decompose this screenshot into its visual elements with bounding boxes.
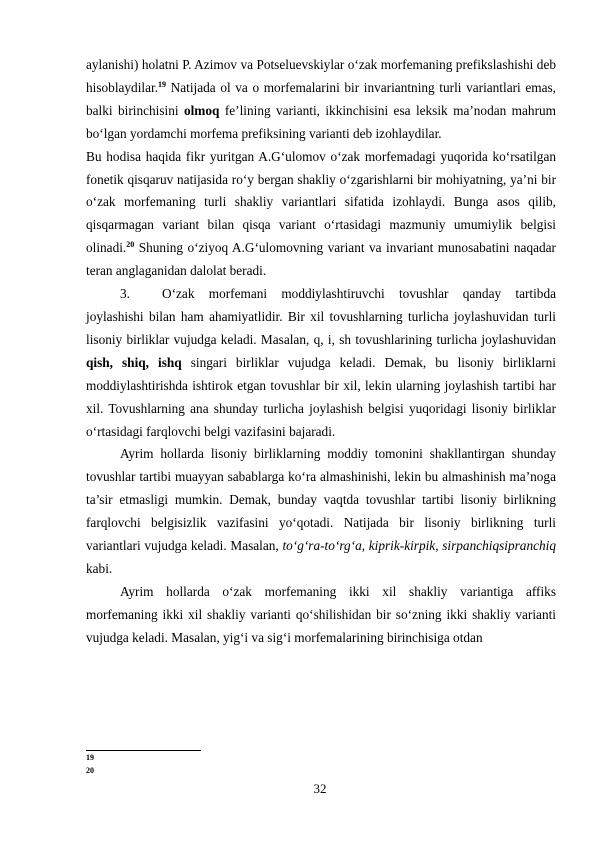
- paragraph-5: [86, 581, 556, 650]
- page-number: 32: [313, 781, 327, 796]
- text-run: kabi.: [86, 560, 113, 576]
- text-run: Shuning o‘ziyoq A.G‘ulomovning variant va invariant munosabatini naqadar teran anglaganidan dalolat beradi.: [86, 240, 556, 279]
- footnote-separator: [86, 750, 201, 751]
- list-number: 3.: [120, 286, 130, 302]
- footnote-ref-20[interactable]: 20: [126, 240, 135, 250]
- text-run: singari birliklar vujudga keladi. Demak, bu lisoniy birliklarni moddiylashtirishda ishtirok etgan tovushlar bir xil, lekin ularning joylashish tartibi har xil. Tovushlarning ana shunday turlicha joylashish belgisi yuqoridagi lisoniy birliklar o‘rtasidagi farqlovchi belgi vazifasini bajaradi.: [86, 354, 556, 439]
- text-run: Bu hodisa haqida fikr yuritgan A.G‘ulomov o‘zak morfemadagi yuqorida ko‘rsatilgan fonetik qisqaruv natijasida ro‘y bergan shakliy o‘zgarishlarni bir mohiyatning, ya’ni bir o‘zak morfemaning turli shakliy variantlari sifatida izohlaydi. Bunga asos qilib, qisqarmagan variant bilan qisqa variant o‘rtasidagi mazmuniy umumiylik belgisi olinadi.: [86, 148, 556, 256]
- text-run: O‘zak morfemani moddiylashtiruvchi tovushlar qanday tartibda joylashishi bilan ham ahamiyatlidir. Bir xil tovushlarning turlicha joylashuvidan turli lisoniy birliklar vujudga keladi. Masalan, q, i, sh tovushlarining turlicha joylashuvidan: [86, 286, 556, 347]
- text-run: Natijada ol va o morfemalarini bir invariantning turli variantlari emas, balki birinchisini: [86, 79, 556, 118]
- footnote-20: 20: [86, 766, 94, 775]
- paragraph-3: [86, 283, 556, 443]
- text-run: fe’lining varianti, ikkinchisini esa leksik ma’nodan mahrum bo‘lgan yordamchi morfema prefiksining varianti deb izohlaydilar.: [86, 102, 556, 141]
- paragraph-1: [86, 54, 556, 146]
- text-run: Ayrim hollarda o‘zak morfemaning ikki xil shakliy variantiga affiks morfemaning ikki xil shakliy varianti qo‘shilishidan bir so‘zning ikki shakliy varianti vujudga keladi. Masalan, yig‘i va sig‘i morfemalarining birinchisiga otdan: [86, 583, 556, 645]
- italic-examples: to‘g‘ra-to‘rg‘a, kiprik-kirpik, sirpanchiqsipranchiq: [282, 538, 556, 554]
- bold-term: olmoq: [183, 102, 220, 118]
- paragraph-4: [86, 443, 556, 580]
- footnote-ref-19[interactable]: 19: [158, 79, 167, 89]
- footnote-19: 19: [86, 753, 94, 762]
- text-run: aylanishi) holatni P. Azimov va Potseluevskiylar o‘zak morfemaning prefikslashishi deb hisoblaydilar.: [86, 57, 556, 95]
- body-text: [86, 54, 556, 650]
- text-run: Ayrim hollarda lisoniy birliklarning moddiy tomonini shakllantirgan shunday tovushlar tartibi muayyan sabablarga ko‘ra almashinishi, lekin bu almashinish ma’noga ta’sir etmasligi mumkin. Demak, bunday vaqtda tovushlar tartibi lisoniy birlikning farqlovchi belgisizlik vazifasini yo‘qotadi. Natijada bir lisoniy birlikning turli variantlari vujudga keladi. Masalan,: [86, 446, 556, 554]
- paragraph-2: [86, 146, 556, 283]
- bold-term: qish, shiq, ishq: [86, 354, 182, 370]
